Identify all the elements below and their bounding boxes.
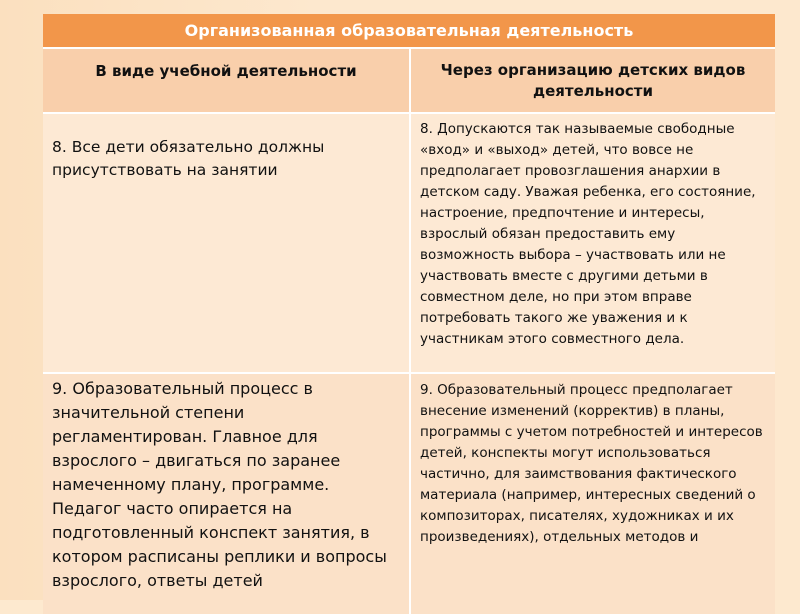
- comparison-table-container: [43, 14, 775, 614]
- table-cell-left: [43, 113, 410, 373]
- column-header-right-label: Через организацию детских видов деятельности: [440, 60, 746, 100]
- row-8-left-text: 8. Все дети обязательно должны присутствовать на занятии: [52, 138, 325, 179]
- table-row: [43, 373, 775, 614]
- table-title: Организованная образовательная деятельность: [43, 14, 775, 48]
- table-header-row: [43, 48, 775, 113]
- column-header-left-label: В виде учебной деятельности: [95, 62, 357, 80]
- column-header-educational-activity: [43, 48, 410, 113]
- table-cell-left: [43, 373, 410, 614]
- comparison-table: [43, 14, 775, 614]
- column-header-children-activities: [410, 48, 775, 113]
- row-9-left-text: 9. Образовательный процесс в значительной степени регламентирован. Главное для взрослого – двигаться по заранее намеченному плану, программе. Педагог часто опирается на подготовленный конспект занятия, в котором расписаны реплики и вопросы взрослого, ответы детей: [52, 379, 387, 590]
- table-cell-right: [410, 113, 775, 373]
- table-cell-right: [410, 373, 775, 614]
- row-9-right-text: 9. Образовательный процесс предполагает внесение изменений (корректив) в планы, программы с учетом потребностей и интересов детей, конспекты могут использоваться частично, для заимствования фактического материала (например, интересных сведений о композиторах, писателях, художниках и их произведениях), отдельных методов и: [420, 382, 763, 545]
- table-row: [43, 113, 775, 373]
- table-title-row: [43, 14, 775, 48]
- row-8-right-text: 8. Допускаются так называемые свободные «вход» и «выход» детей, что вовсе не предполагает провозглашения анархии в детском саду. Уважая ребенка, его состояние, настроение, предпочтение и интересы, взрослый обязан предоставить ему возможность выбора – участвовать или не участвовать вместе с другими детьми в совместном деле, но при этом вправе потребовать такого же уважения и к участникам этого совместного дела.: [420, 121, 756, 347]
